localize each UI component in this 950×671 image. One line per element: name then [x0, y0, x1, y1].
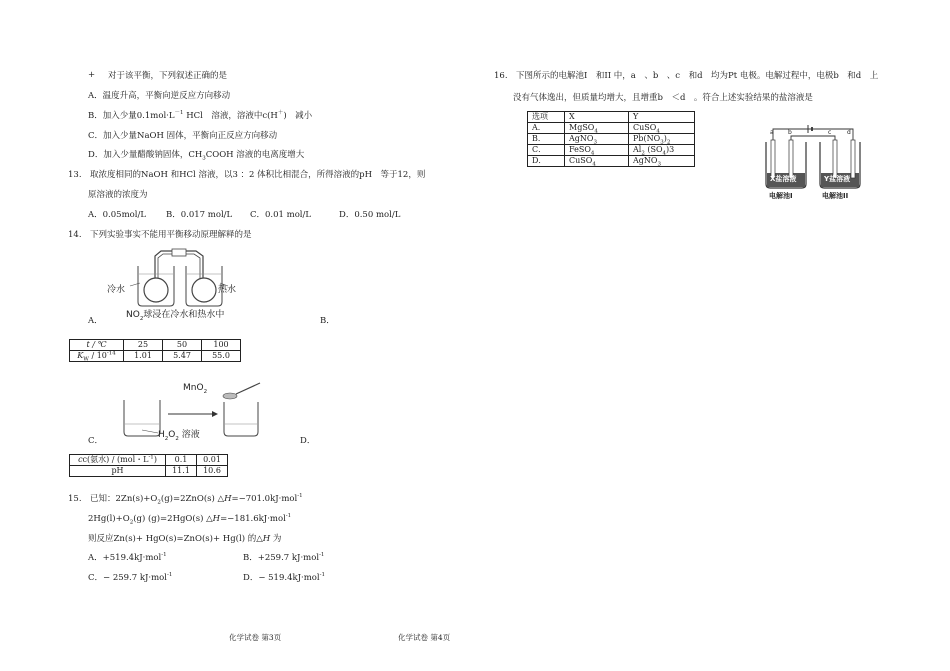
- footer-page-3: 化学试卷 第3页: [229, 633, 282, 642]
- ammonia-table-header-ph: pH: [70, 466, 166, 477]
- hot-water-label: 热水: [218, 285, 237, 295]
- electrolysis-cells-figure: [760, 118, 870, 202]
- q12-option-c: C．加入少量NaOH 固体，平衡向正反应方向移动: [88, 131, 278, 141]
- ammonia-table-row-ph: [70, 466, 228, 477]
- q14-option-c: C．: [88, 436, 104, 446]
- q16-table-cell: FeSO$_4$: [565, 145, 629, 156]
- y-solution-label: Y盐溶液: [824, 175, 851, 183]
- q12-marker: +: [88, 70, 96, 80]
- q16-stem-line1: 16. 下图所示的电解池I 和II 中，a 、b 、c 和d 均为Pt 电极。电解过程中，电极b 和d 上: [494, 71, 879, 81]
- q16-table-cell: D．: [528, 156, 565, 167]
- kw-table-row-kw: [70, 351, 241, 362]
- kw-table-cell: 1.01: [124, 351, 163, 362]
- q13-option-d: D．0.50 mol/L: [339, 210, 401, 220]
- kw-table-header-kw: $K_W / 10^{-14}$: [70, 351, 124, 362]
- q14-option-d: D．: [300, 436, 316, 446]
- q12-option-d: D．加入少量醋酸钠固体，$CH_3COOH$ 溶液的电离度增大: [88, 150, 305, 162]
- q16-table-row: [528, 156, 695, 167]
- mno2-label: MnO$_2$: [183, 383, 208, 395]
- kw-table-cell: 55.0: [202, 351, 241, 362]
- q16-stem-line2: 没有气体逸出，但质量均增大，且增重b ＜d 。符合上述实验结果的盐溶液是: [513, 93, 813, 103]
- q12-stem: 对于该平衡，下列叙述正确的是: [108, 71, 228, 81]
- ammonia-table-cell: 0.01: [197, 455, 228, 466]
- q14-option-b: B．: [320, 316, 335, 326]
- q16-options-table: [527, 111, 695, 167]
- q16-table-row: [528, 145, 695, 156]
- kw-table: [69, 339, 241, 362]
- ammonia-table-header-c: cc(氨水) / (mol・$L^{-1}$): [70, 455, 166, 466]
- q16-table-header: [528, 112, 695, 123]
- electrode-a-label: a: [770, 129, 774, 136]
- kw-table-cell: 5.47: [163, 351, 202, 362]
- q16-table-cell: $Pb(NO_3)_2$: [629, 134, 695, 145]
- q16-table-row: [528, 134, 695, 145]
- q16-table-head-cell: Y: [629, 112, 695, 123]
- ammonia-table-cell: 0.1: [166, 455, 197, 466]
- q16-table-cell: CuSO$_4$: [565, 156, 629, 167]
- cell-2-label: 电解池II: [822, 192, 849, 200]
- electrode-c-label: c: [828, 129, 832, 136]
- q15-line1: 15. 已知：$2Zn(s)+O_2(g)=2ZnO(s)$ △H=−701.0kJ·mol$^{-1}$: [68, 493, 303, 506]
- x-solution-label: X盐溶液: [770, 175, 797, 183]
- q13-option-b: B．0.017 mol/L: [166, 210, 233, 220]
- q16-table-cell: AgNO$_3$: [629, 156, 695, 167]
- kw-table-cell: 100: [202, 340, 241, 351]
- q13-option-a: A．0.05mol/L: [88, 210, 146, 220]
- ammonia-table-cell: 10.6: [197, 466, 228, 477]
- q13-stem-line1: 13. 取浓度相同的NaOH 和HCl 溶液，以3 ：2 体积比相混合，所得溶液的pH 等于12，则: [68, 170, 426, 180]
- q16-table-cell: CuSO$_4$: [629, 123, 695, 134]
- q16-table-cell: B．: [528, 134, 565, 145]
- q15-option-b: B．+259.7 kJ·mol$^{-1}$: [243, 552, 325, 563]
- q15-option-a: A．+519.4kJ·mol$^{-1}$: [88, 552, 167, 563]
- q14-stem: 14. 下列实验事实不能用平衡移动原理解释的是: [68, 230, 252, 240]
- ammonia-table-cell: 11.1: [166, 466, 197, 477]
- ammonia-table-row-c: [70, 455, 228, 466]
- q13-option-c: C．0.01 mol/L: [250, 210, 312, 220]
- q15-option-c: C．− 259.7 kJ·mol$^{-1}$: [88, 572, 173, 583]
- kw-table-cell: 50: [163, 340, 202, 351]
- q14-option-a: A．: [88, 316, 103, 326]
- q13-stem-line2: 原溶液的浓度为: [88, 190, 148, 200]
- q16-table-cell: AgNO$_3$: [565, 134, 629, 145]
- footer-page-4: 化学试卷 第4页: [398, 633, 451, 642]
- q16-table-head-cell: 选项: [528, 112, 565, 123]
- q15-option-d: D．− 519.4kJ·mol$^{-1}$: [243, 572, 325, 583]
- q15-line3: 则反应Zn(s)+ HgO(s)=ZnO(s)+ Hg(l) 的△H 为: [88, 534, 282, 544]
- electrode-b-label: b: [788, 129, 792, 136]
- h2o2-label: $H_2O_2$ 溶液: [158, 430, 200, 442]
- no2-flasks-figure: [108, 248, 258, 310]
- q16-table-cell: A．: [528, 123, 565, 134]
- cell-1-label: 电解池I: [769, 192, 793, 200]
- q16-table-cell: $Al_2$ $(SO_4)3$: [629, 145, 695, 156]
- kw-table-cell: 25: [124, 340, 163, 351]
- q16-table-cell: MgSO$_4$: [565, 123, 629, 134]
- cold-water-label: 冷水: [107, 285, 126, 295]
- q15-line2: $2Hg(l)+O_2(g)$ (g)=2HgO(s) △H=−181.6kJ·mol$^{-1}$: [88, 513, 292, 526]
- ammonia-ph-table: [69, 454, 228, 477]
- kw-table-row-t: [70, 340, 241, 351]
- electrode-d-label: d: [847, 129, 851, 136]
- q12-option-b: B．加入少量$0.1mol\cdot L^{-1}$ HCl 溶液，溶液中c(H＋) 减小: [88, 110, 313, 121]
- no2-caption: $NO_2$球浸在冷水和热水中: [126, 310, 225, 322]
- q12-option-a: A．温度升高，平衡向逆反应方向移动: [88, 91, 231, 101]
- q16-table-row: [528, 123, 695, 134]
- q16-table-cell: C．: [528, 145, 565, 156]
- kw-table-header-t: t / ℃: [70, 340, 124, 351]
- q16-table-head-cell: X: [565, 112, 629, 123]
